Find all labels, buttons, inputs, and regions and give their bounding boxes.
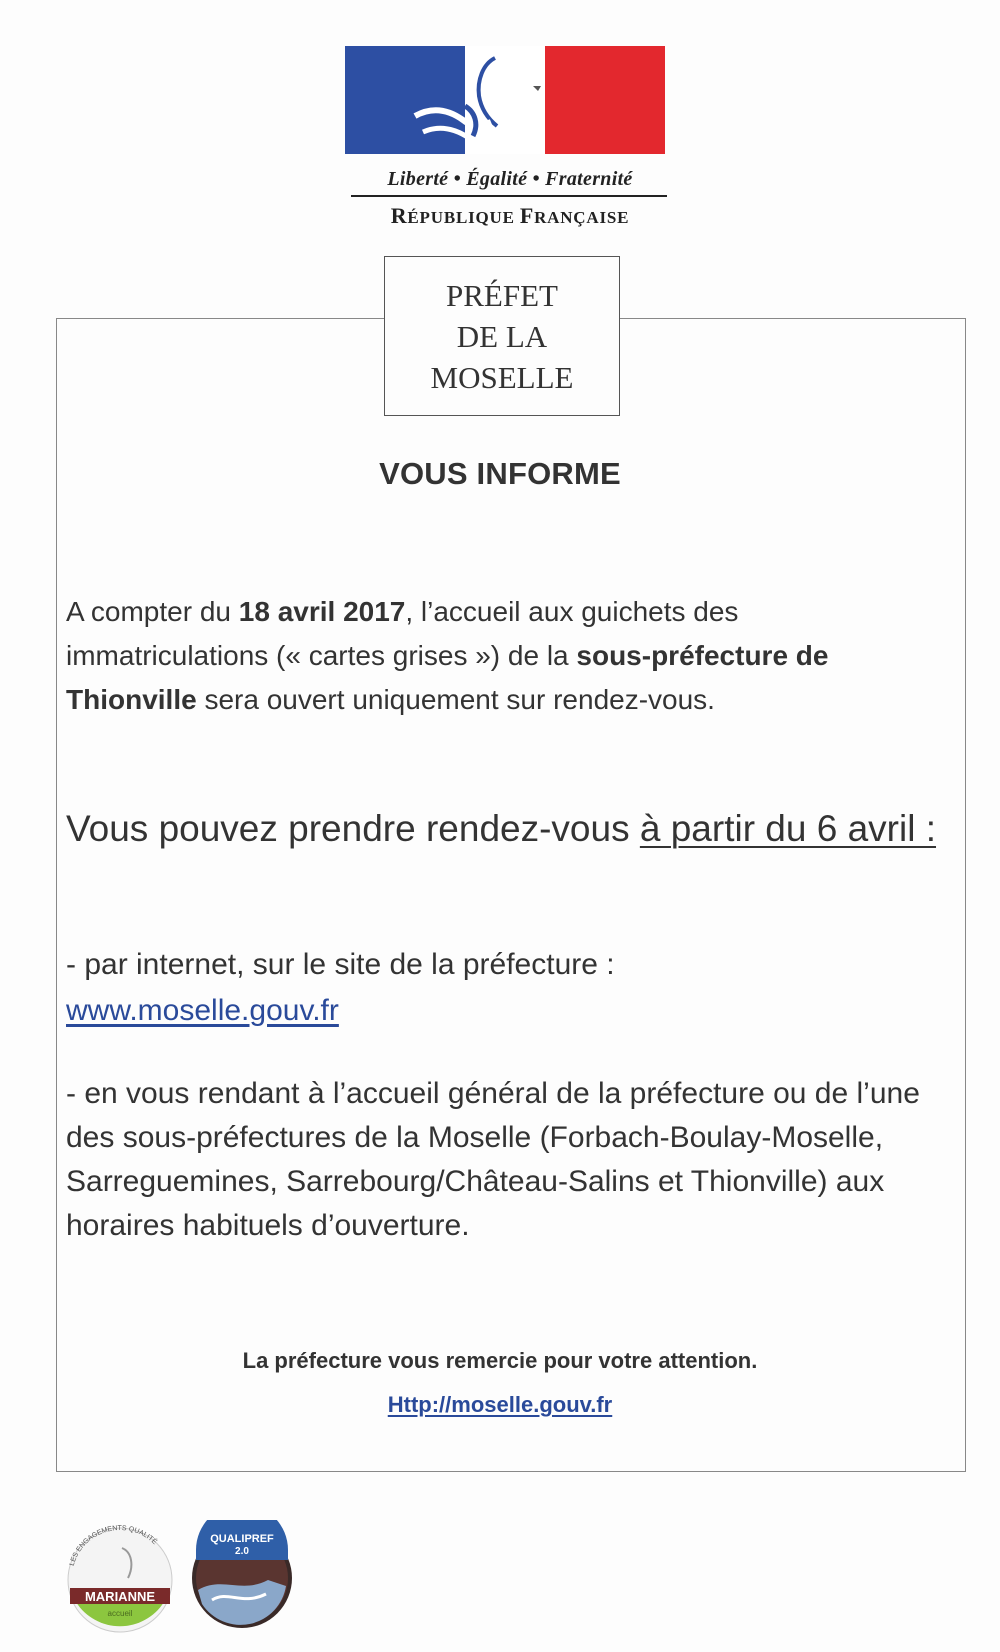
footer-website-link[interactable]: Http://moselle.gouv.fr: [387, 1392, 613, 1417]
republique-francaise-logo: [345, 46, 675, 229]
marianne-label: MARIANNE: [84, 1589, 156, 1604]
paragraph-opening-date: A compter du 18 avril 2017, l’accueil aux guichets des immatriculations (« cartes grises ») de la sous-préfecture de Thionville sera ouvert uniquement sur rendez-vous.: [66, 596, 829, 715]
marianne-sub: accueil: [107, 1609, 133, 1618]
prefet-box: [384, 256, 620, 416]
marianne-flag-icon: [345, 46, 665, 154]
qualipref-label: QUALIPREF: [210, 1533, 274, 1545]
thanks-text: La préfecture vous remercie pour votre attention.: [242, 1348, 758, 1373]
notice-heading: VOUS INFORME: [379, 456, 621, 491]
paragraph-in-person: - en vous rendant à l’accueil général de la préfecture ou de l’une des sous-préfectures de la Moselle (Forbach-Boulay-Moselle, Sarreguemines, Sarrebourg/Château-Salins et Thionville) aux horaires habituels d’ouverture.: [66, 1077, 920, 1242]
paragraph-appointment: Vous pouvez prendre rendez-vous à partir du 6 avril :: [66, 808, 937, 849]
sous-prefecture-name: sous-préfecture de Thionville: [66, 640, 829, 715]
prefet-line-2: DE LA: [456, 318, 548, 354]
paragraph-internet: - par internet, sur le site de la préfecture : www.moselle.gouv.fr: [66, 948, 615, 1027]
prefet-line-1: PRÉFET: [446, 277, 558, 313]
motto: Liberté • Égalité • Fraternité: [387, 168, 633, 190]
marianne-arc-text: LES ENGAGEMENTS QUALITÉ: [68, 1524, 158, 1567]
qualipref-version: 2.0: [235, 1546, 249, 1557]
republique-francaise-title: RÉPUBLIQUE FRANÇAISE: [390, 203, 630, 228]
marianne-badge-icon: [68, 1525, 172, 1632]
motto-divider: [351, 195, 667, 197]
qualipref-badge-icon: [192, 1520, 292, 1628]
prefecture-website-link[interactable]: www.moselle.gouv.fr: [66, 994, 339, 1027]
opening-date: 18 avril 2017: [238, 596, 406, 627]
footer-link-wrap: [0, 1392, 1000, 1418]
prefet-line-3: MOSELLE: [430, 359, 574, 395]
quality-badges: [62, 1520, 312, 1640]
appointment-date: à partir du 6 avril :: [639, 808, 937, 849]
